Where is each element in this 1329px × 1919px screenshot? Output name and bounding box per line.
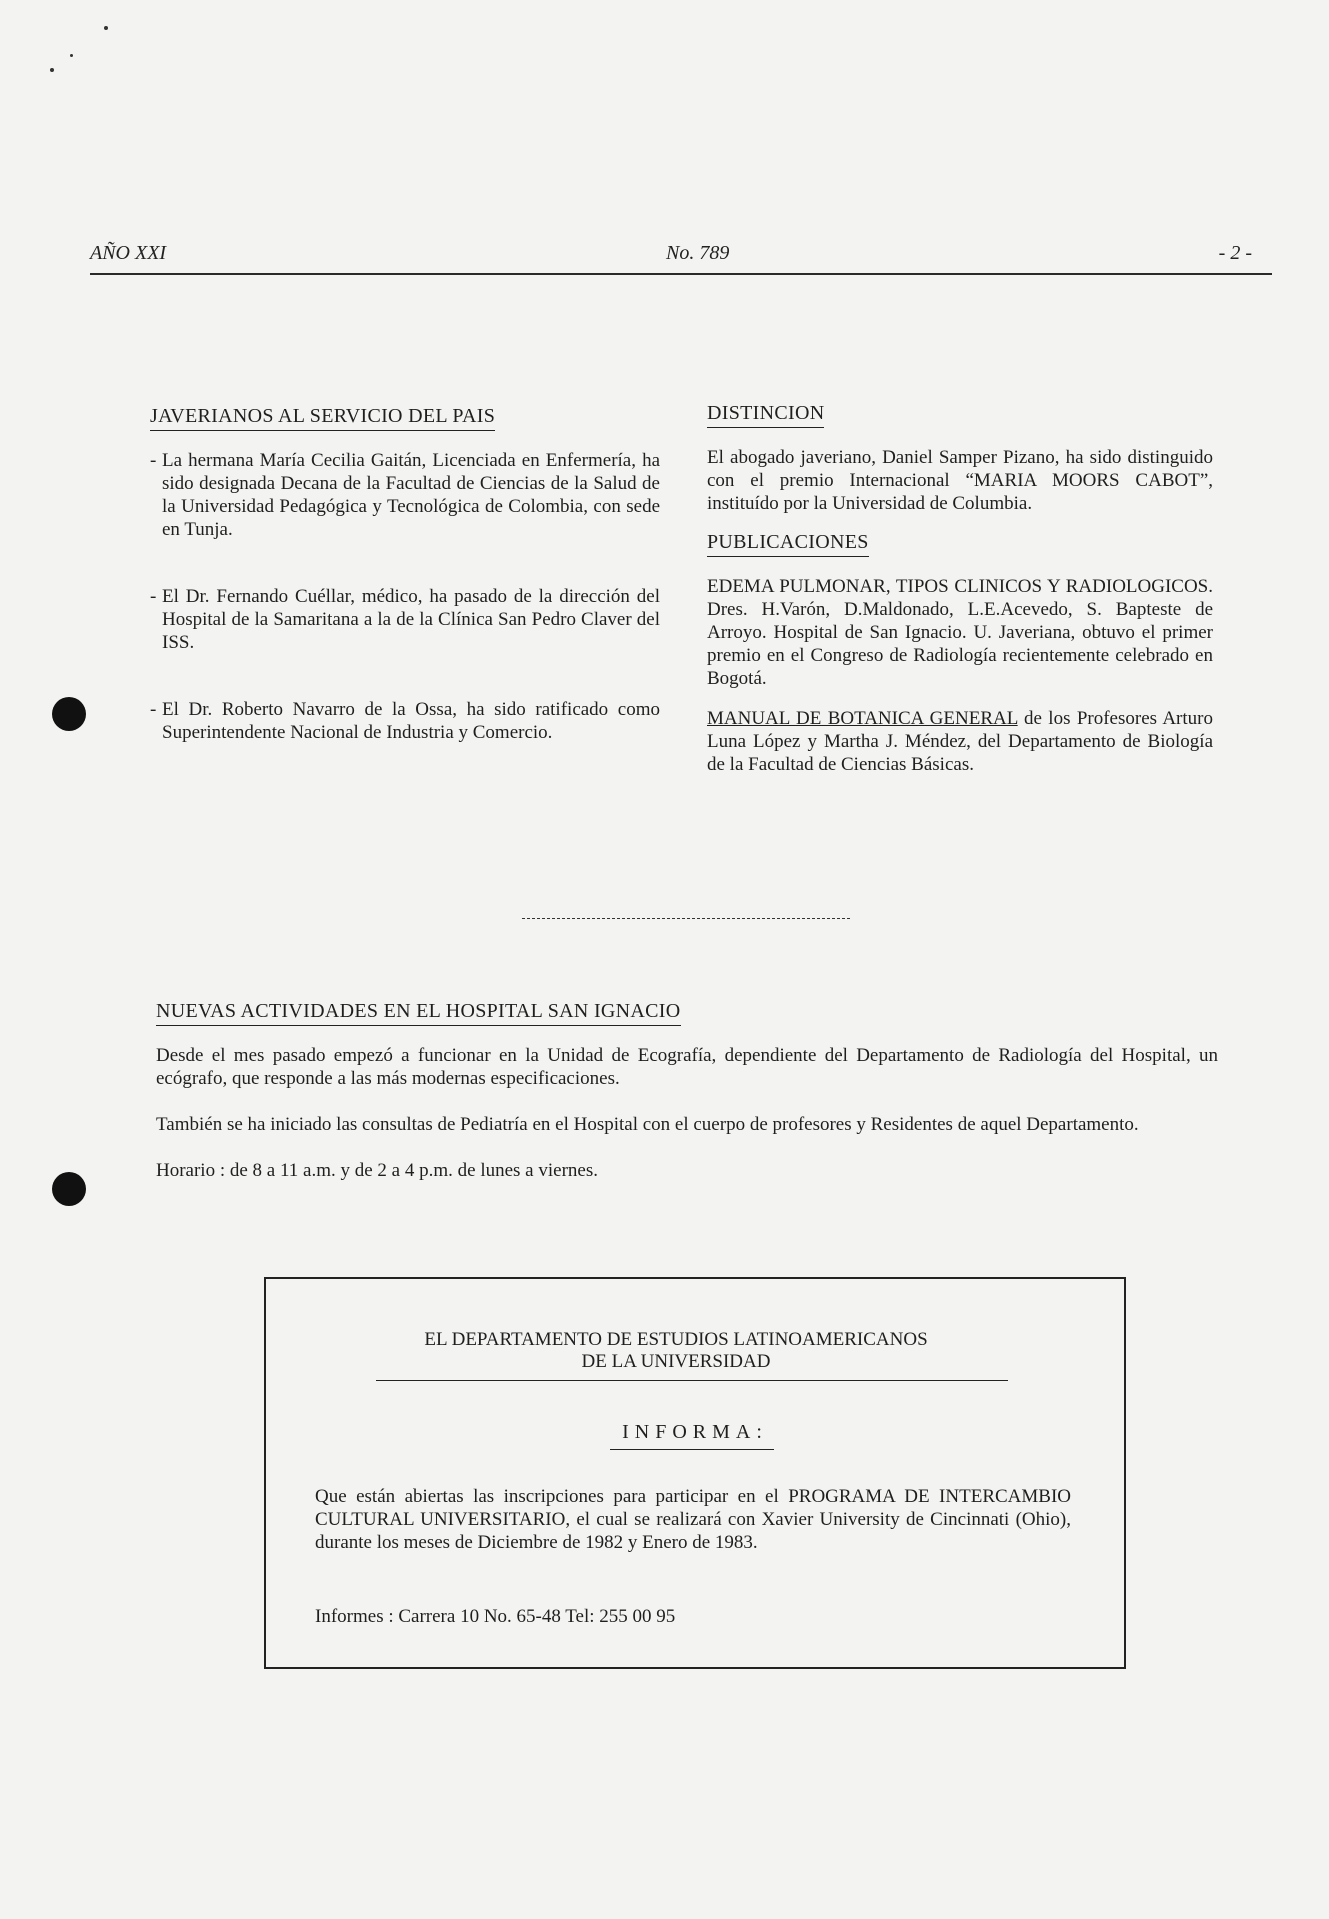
publication-edema: EDEMA PULMONAR, TIPOS CLINICOS Y RADIOLOGICOS. Dres. H.Varón, D.Maldonado, L.E.Acevedo, S. Bapteste de Arroyo. Hospital de San Ignacio. U. Javeriana, obtuvo el primer premio en el Congreso de Radiología recientemente celebrado en Bogotá. [707,576,1213,689]
left-column [150,405,660,744]
item-text: La hermana María Cecilia Gaitán, Licenciada en Enfermería, ha sido designada Decana de la Facultad de Ciencias de la Salud de la Universidad Pedagógica y Tecnológica de Colombia, con sede en Tunja. [162,450,660,540]
distincion-title: DISTINCION [707,402,824,428]
paper-speck [104,26,108,30]
hospital-paragraph: También se ha iniciado las consultas de Pediatría en el Hospital con el cuerpo de profesores y Residentes de aquel Departamento. [156,1114,1139,1135]
item-dash: - [150,450,157,471]
item-dash: - [150,586,157,607]
publication-botanica-text: de los Profesores Arturo Luna López y Martha J. Méndez, del Departamento de Biología de la Facultad de Ciencias Básicas. [707,708,1213,775]
javerianos-title: JAVERIANOS AL SERVICIO DEL PAIS [150,405,495,431]
item-text: El Dr. Roberto Navarro de la Ossa, ha sido ratificado como Superintendente Nacional de Industria y Comercio. [162,699,660,743]
hospital-title: NUEVAS ACTIVIDADES EN EL HOSPITAL SAN IGNACIO [156,1000,681,1026]
right-column [707,402,1213,776]
publication-botanica-title: MANUAL DE BOTANICA GENERAL [707,708,1018,729]
issue-year: AÑO XXI [90,242,167,264]
box-title-line: EL DEPARTAMENTO DE ESTUDIOS LATINOAMERICANOS [424,1329,928,1350]
dashed-divider [522,918,850,919]
hospital-section [156,1000,1218,1182]
informa-heading: INFORMA: [622,1421,768,1443]
list-item [150,698,660,744]
box-contact: Informes : Carrera 10 No. 65-48 Tel: 255 00 95 [315,1606,676,1627]
punch-hole-top [52,697,86,731]
publication-botanica [707,707,1213,776]
running-header [90,242,1272,272]
hospital-paragraph: Desde el mes pasado empezó a funcionar en la Unidad de Ecografía, dependiente del Departamento de Radiología del Hospital, un ecógrafo, que responde a las más modernas especificaciones. [156,1045,1218,1089]
informa-rule [610,1449,774,1450]
list-item [150,585,660,654]
publicaciones-title: PUBLICACIONES [707,531,869,557]
punch-hole-bottom [52,1172,86,1206]
header-rule [90,273,1272,275]
item-dash: - [150,699,157,720]
list-item [150,449,660,541]
announcement-box [264,1277,1126,1669]
paper-speck [70,54,73,57]
box-title [358,1329,994,1373]
box-title-rule [376,1380,1008,1381]
box-title-line: DE LA UNIVERSIDAD [581,1351,771,1372]
hospital-schedule: Horario : de 8 a 11 a.m. y de 2 a 4 p.m. de lunes a viernes. [156,1160,598,1181]
page-number: - 2 - [1218,242,1252,264]
item-text: El Dr. Fernando Cuéllar, médico, ha pasado de la dirección del Hospital de la Samaritana a la de la Clínica San Pedro Claver del ISS. [162,586,660,653]
paper-speck [50,68,54,72]
box-body: Que están abiertas las inscripciones para participar en el PROGRAMA DE INTERCAMBIO CULTURAL UNIVERSITARIO, el cual se realizará con Xavier University de Cincinnati (Ohio), durante los meses de Diciembre de 1982 y Enero de 1983. [315,1486,1071,1553]
issue-number: No. 789 [666,242,730,264]
distincion-text: El abogado javeriano, Daniel Samper Pizano, ha sido distinguido con el premio Internacional “MARIA MOORS CABOT”, instituído por la Universidad de Columbia. [707,447,1213,514]
